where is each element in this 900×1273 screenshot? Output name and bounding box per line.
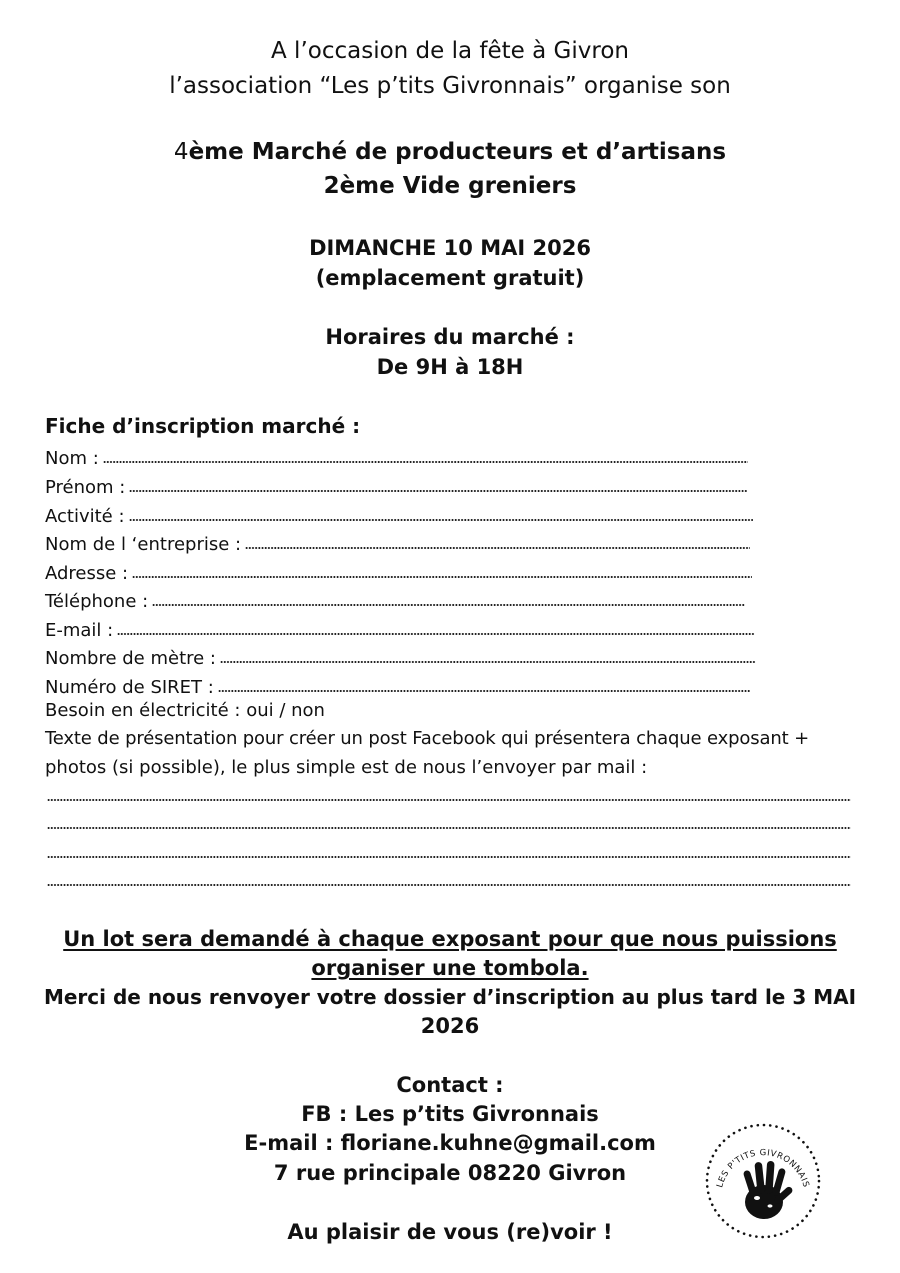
closing-message: Au plaisir de vous (re)voir !: [287, 1220, 613, 1244]
presentation-fill-line-4[interactable]: [47, 884, 851, 886]
event-title-prefix: 4: [173, 139, 189, 165]
fill-line[interactable]: [129, 519, 753, 521]
fill-line[interactable]: [218, 690, 750, 692]
event-subtitle: 2ème Vide greniers: [323, 173, 577, 199]
event-title-rest: ème Marché de producteurs et d’artisans: [188, 139, 727, 165]
presentation-line-2: photos (si possible), le plus simple est de nous l’envoyer par mail :: [45, 757, 648, 778]
form-title: Fiche d’inscription marché :: [45, 414, 361, 438]
field-label: Activité :: [45, 506, 125, 527]
field-label: Nombre de mètre :: [45, 648, 216, 669]
field-label: Téléphone :: [45, 591, 149, 612]
field-email: [45, 613, 755, 641]
event-title: [0, 139, 900, 165]
hours-label: Horaires du marché :: [325, 325, 575, 349]
field-siret: [45, 670, 750, 698]
deadline-line-1: Merci de nous renvoyer votre dossier d’inscription au plus tard le 3 MAI: [43, 985, 857, 1009]
association-logo: [700, 1118, 826, 1244]
field-prenom: [45, 470, 747, 498]
field-label: Nom de l ‘entreprise :: [45, 534, 242, 555]
field-activite: [45, 499, 753, 527]
contact-facebook: FB : Les p’tits Givronnais: [301, 1102, 599, 1126]
field-label: Prénom :: [45, 477, 126, 498]
field-telephone: [45, 584, 745, 612]
fill-line[interactable]: [245, 547, 750, 549]
field-entreprise: [45, 527, 750, 555]
contact-email: E-mail : floriane.kuhne@gmail.com: [244, 1131, 656, 1155]
electricity-line: Besoin en électricité : oui / non: [45, 700, 325, 721]
tombola-line-1: Un lot sera demandé à chaque exposant pour que nous puissions: [63, 927, 837, 951]
presentation-fill-line-1[interactable]: [47, 799, 851, 801]
field-label: Numéro de SIRET :: [45, 677, 214, 698]
presentation-fill-line-3[interactable]: [47, 856, 851, 858]
fill-line[interactable]: [132, 576, 752, 578]
field-label: E-mail :: [45, 620, 114, 641]
field-metre: [45, 641, 756, 669]
logo-text: LES P'TITS GIVRONNAIS: [715, 1148, 811, 1189]
contact-heading: Contact :: [396, 1073, 504, 1097]
field-label: Nom :: [45, 448, 99, 469]
event-date: DIMANCHE 10 MAI 2026: [309, 236, 591, 260]
fill-line[interactable]: [152, 604, 745, 606]
deadline-line-2: 2026: [420, 1014, 480, 1038]
fill-line[interactable]: [117, 633, 755, 635]
hours-value: De 9H à 18H: [376, 355, 524, 379]
intro-line-2: l’association “Les p’tits Givronnais” organise son: [169, 73, 731, 99]
presentation-line-1: Texte de présentation pour créer un post Facebook qui présentera chaque exposant +: [45, 728, 810, 749]
fill-line[interactable]: [103, 461, 748, 463]
fill-line[interactable]: [129, 490, 747, 492]
intro-line-1: A l’occasion de la fête à Givron: [271, 38, 629, 64]
contact-address: 7 rue principale 08220 Givron: [273, 1161, 627, 1185]
tombola-line-2: organiser une tombola.: [311, 956, 589, 980]
event-location-note: (emplacement gratuit): [315, 266, 585, 290]
presentation-fill-line-2[interactable]: [47, 827, 851, 829]
field-label: Adresse :: [45, 563, 129, 584]
field-adresse: [45, 556, 752, 584]
fill-line[interactable]: [220, 661, 756, 663]
handprint-icon: [743, 1161, 794, 1219]
field-nom: [45, 441, 748, 469]
